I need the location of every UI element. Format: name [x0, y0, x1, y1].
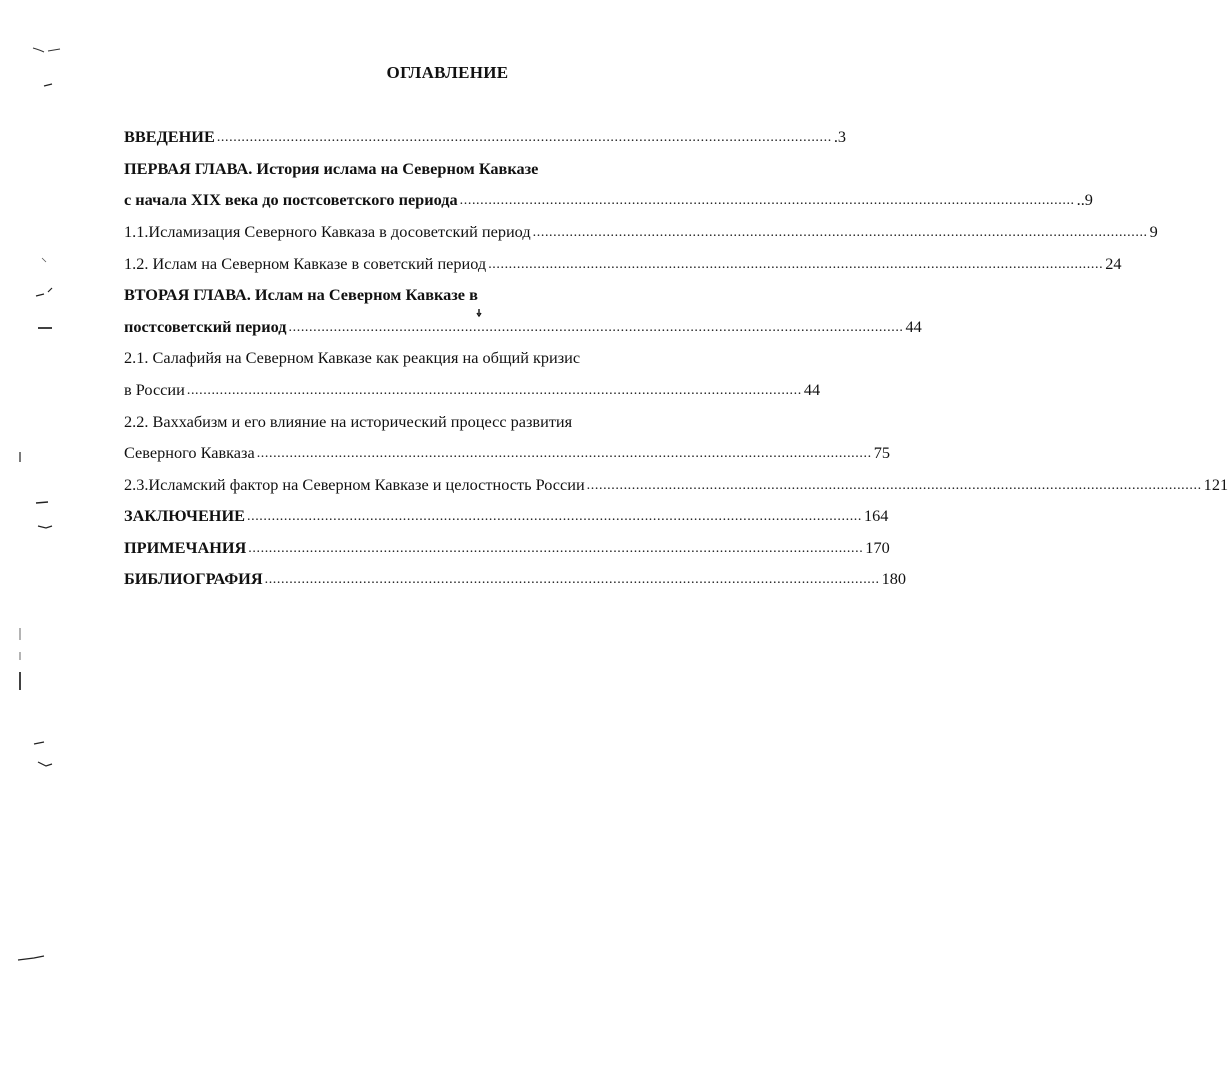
toc-leader-dots: ...................................................................................................................................................... — [186, 383, 802, 398]
toc-entry-title: ПРИМЕЧАНИЯ — [124, 538, 247, 557]
toc-entry-section-1-2[interactable] — [124, 253, 1122, 275]
toc-leader-dots: ...................................................................................................................................................... — [256, 446, 872, 461]
toc-entry-chapter-2-line-2[interactable] — [124, 316, 922, 338]
toc-page-number: 164 — [864, 506, 889, 525]
toc-entry-title: ЗАКЛЮЧЕНИЕ — [124, 506, 245, 525]
toc-page-number: 75 — [873, 443, 890, 462]
toc-page-number: 24 — [1105, 254, 1122, 273]
toc-entry-chapter-1-line-2[interactable] — [124, 189, 1093, 211]
scan-margin-marks — [0, 0, 60, 1088]
toc-page-number: ..9 — [1076, 190, 1093, 209]
toc-entry-section-2-1-line-1[interactable] — [124, 347, 699, 369]
toc-page-number: .3 — [833, 127, 847, 146]
toc-leader-dots: ...................................................................................................................................................... — [216, 130, 832, 145]
toc-entry-title: 2.3.Исламский фактор на Северном Кавказе и целостность России — [124, 475, 585, 494]
toc-page-number: 9 — [1149, 222, 1158, 241]
toc-entry-title: 2.2. Ваххабизм и его влияние на исторический процесс развития — [124, 412, 573, 431]
toc-leader-dots: ...................................................................................................................................................... — [459, 193, 1075, 208]
toc-entry-title: ВТОРАЯ ГЛАВА. Ислам на Северном Кавказе в — [124, 285, 478, 304]
toc-entry-section-2-1-line-2[interactable] — [124, 379, 821, 401]
toc-entry-introduction[interactable] — [124, 126, 847, 148]
toc-leader-dots: ...................................................................................................................................................... — [586, 478, 1202, 493]
toc-entry-title: ВВЕДЕНИЕ — [124, 127, 215, 146]
toc-page-number: 44 — [905, 317, 922, 336]
toc-entry-title: ПЕРВАЯ ГЛАВА. История ислама на Северном Кавказе — [124, 159, 539, 178]
toc-entry-title: постсоветский период — [124, 317, 287, 336]
toc-entry-title: Северного Кавказа — [124, 443, 255, 462]
toc-entry-title: в России — [124, 380, 185, 399]
toc-entry-title: БИБЛИОГРАФИЯ — [124, 569, 263, 588]
toc-entry-section-1-1[interactable] — [124, 221, 1158, 243]
toc-entry-notes[interactable] — [124, 537, 890, 559]
toc-entry-title: 1.1.Исламизация Северного Кавказа в досоветский период — [124, 222, 531, 241]
toc-leader-dots: ...................................................................................................................................................... — [247, 509, 862, 524]
toc-entry-chapter-2-line-1[interactable] — [124, 284, 699, 306]
toc-page-number: 170 — [865, 538, 890, 557]
toc-entry-section-2-3[interactable] — [124, 474, 1228, 496]
toc-entry-title: 1.2. Ислам на Северном Кавказе в советский период — [124, 254, 487, 273]
toc-leader-dots: ...................................................................................................................................................... — [532, 225, 1148, 240]
toc-leader-dots: ...................................................................................................................................................... — [248, 541, 864, 556]
toc-page-number: 44 — [803, 380, 821, 399]
toc-entry-section-2-2-line-2[interactable] — [124, 442, 890, 464]
toc-entry-chapter-1-line-1[interactable] — [124, 158, 699, 180]
toc-entry-bibliography[interactable] — [124, 568, 907, 590]
scan-artifact-mark — [475, 308, 483, 318]
toc-leader-dots: ...................................................................................................................................................... — [264, 572, 880, 587]
toc-entry-conclusion[interactable] — [124, 505, 889, 527]
page-title: ОГЛАВЛЕНИЕ — [386, 63, 509, 82]
toc-leader-dots: ...................................................................................................................................................... — [488, 257, 1104, 272]
toc-entry-section-2-2-line-1[interactable] — [124, 411, 699, 433]
toc-page-number: 121 — [1203, 475, 1228, 494]
toc-leader-dots: ...................................................................................................................................................... — [288, 320, 904, 335]
toc-page-number: 180 — [881, 569, 907, 588]
toc-entry-title: с начала XIX века до постсоветского периода — [124, 190, 458, 209]
toc-entry-title: 2.1. Салафийя на Северном Кавказе как реакция на общий кризис — [124, 348, 581, 367]
